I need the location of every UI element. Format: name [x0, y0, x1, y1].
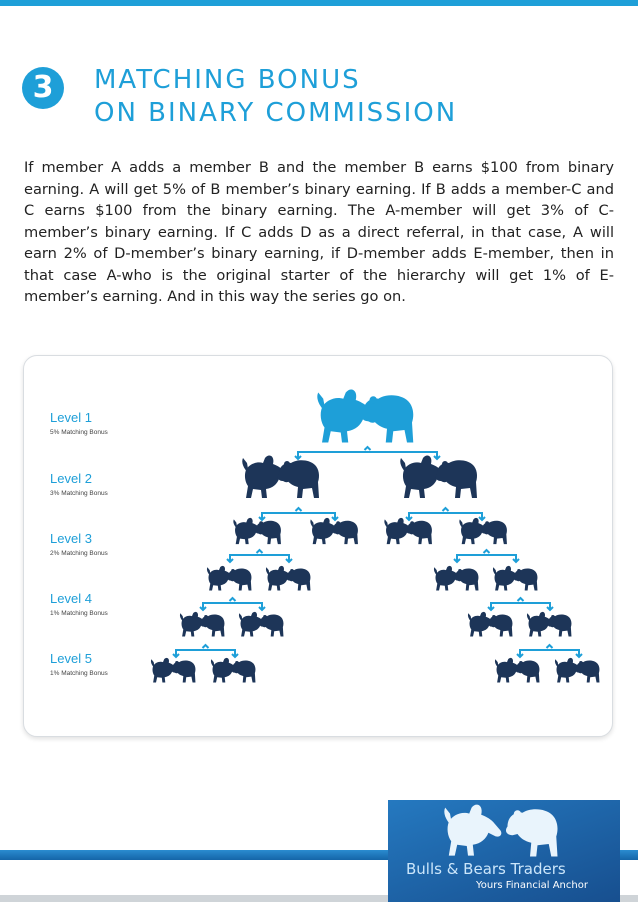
bear-icon [362, 395, 414, 442]
level-bonus: 1% Matching Bonus [50, 670, 108, 677]
level-name: Level 2 [50, 471, 92, 486]
bear-icon [489, 615, 513, 637]
bear-icon [332, 521, 358, 544]
body-paragraph: If member A adds a member B and the member B earns $100 from binary earning. A will get 5% of B member’s binary earning. If B adds a member-C and C earns $100 from the binary earning. The A-member will get 3% of C-member’s binary earning. If C adds D as a direct referral, in that case, A will earn 2% of D-member’s binary earning, if D-member adds E-member, then in that case A-who is the original starter of the hierarchy will get 1% of E-member’s earning. And in this way the series go on. [24, 159, 614, 305]
level-name: Level 3 [50, 531, 92, 546]
level-name: Level 1 [50, 410, 92, 425]
binary-split-bracket [295, 447, 440, 459]
bear-icon [260, 615, 284, 637]
level-name: Level 5 [50, 651, 92, 666]
bear-icon [576, 661, 600, 683]
binary-split-bracket [227, 550, 292, 562]
bear-icon [201, 615, 225, 637]
bear-icon [455, 569, 479, 591]
binary-split-bracket [517, 645, 582, 657]
brand-name: Bulls & Bears Traders [406, 860, 566, 878]
level-name: Level 4 [50, 591, 92, 606]
bear-icon [287, 569, 311, 591]
bear-icon [548, 615, 572, 637]
bull-bear-logo-icon [388, 800, 620, 862]
bear-icon [228, 569, 252, 591]
brand-logo-panel [388, 800, 620, 902]
bear-icon [481, 521, 507, 544]
bear-icon [514, 569, 538, 591]
bear-icon [255, 521, 281, 544]
brand-tagline: Yours Financial Anchor [476, 880, 588, 891]
title-line-1: MATCHING BONUS [94, 65, 361, 95]
bear-icon [232, 661, 256, 683]
bear-icon [406, 521, 432, 544]
level-bonus: 3% Matching Bonus [50, 490, 108, 497]
binary-split-bracket [406, 508, 485, 520]
bear-icon [436, 460, 477, 498]
bear-icon [172, 661, 196, 683]
level-bonus: 5% Matching Bonus [50, 429, 108, 436]
binary-split-bracket [488, 598, 553, 610]
bear-icon [516, 661, 540, 683]
binary-split-bracket [173, 645, 238, 657]
title-line-2: ON BINARY COMMISSION [94, 98, 458, 128]
bear-icon [278, 460, 319, 498]
level-bonus: 2% Matching Bonus [50, 550, 108, 557]
binary-split-bracket [454, 550, 519, 562]
section-number-badge: 3 [22, 67, 64, 109]
level-bonus: 1% Matching Bonus [50, 610, 108, 617]
binary-split-bracket [200, 598, 265, 610]
